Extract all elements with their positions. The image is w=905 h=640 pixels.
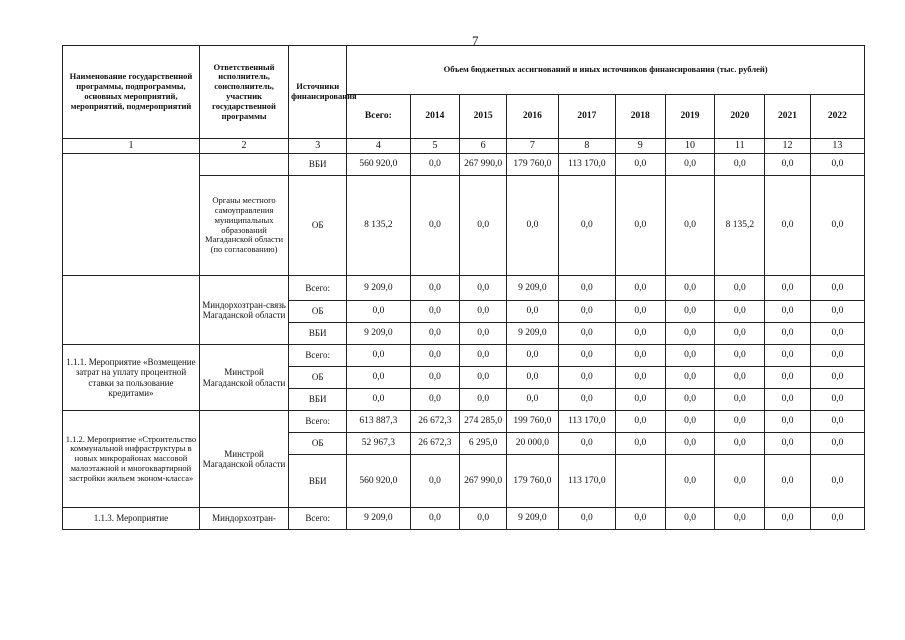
value-cell: 0,0 xyxy=(810,389,864,411)
value-cell: 0,0 xyxy=(665,411,715,433)
value-cell: 0,0 xyxy=(810,367,864,389)
executor-mindor: Миндорхозтран-связь Магаданской области xyxy=(199,276,288,345)
value-cell: 52 967,3 xyxy=(347,433,410,455)
source-cell: ОБ xyxy=(289,176,347,276)
budget-allocation-table xyxy=(62,45,865,530)
value-cell: 199 760,0 xyxy=(506,411,558,433)
value-cell: 9 209,0 xyxy=(506,276,558,301)
header-year: 2022 xyxy=(810,95,864,139)
value-cell: 0,0 xyxy=(665,455,715,508)
measure-name-empty xyxy=(63,154,200,276)
value-cell: 0,0 xyxy=(810,176,864,276)
value-cell: 0,0 xyxy=(765,367,811,389)
value-cell: 0,0 xyxy=(765,301,811,323)
value-cell: 0,0 xyxy=(665,345,715,367)
value-cell: 0,0 xyxy=(715,433,765,455)
header-name: Наименование государственной программы, подпрограммы, основных мероприятий, мероприятий, подмероприятий xyxy=(63,46,200,139)
value-cell: 0,0 xyxy=(460,176,507,276)
value-cell: 0,0 xyxy=(765,433,811,455)
table-row xyxy=(63,411,865,433)
value-cell: 0,0 xyxy=(410,323,460,345)
value-cell: 0,0 xyxy=(558,345,615,367)
column-index: 5 xyxy=(410,139,460,154)
header-year: 2016 xyxy=(506,95,558,139)
value-cell: 0,0 xyxy=(765,411,811,433)
value-cell: 0,0 xyxy=(665,154,715,176)
value-cell: 0,0 xyxy=(810,433,864,455)
value-cell: 0,0 xyxy=(810,345,864,367)
measure-1-1-1: 1.1.1. Мероприятие «Возмещение затрат на уплату процентной ставки за пользование кредитами» xyxy=(63,345,200,411)
value-cell: 0,0 xyxy=(615,345,665,367)
value-cell: 0,0 xyxy=(715,301,765,323)
value-cell: 0,0 xyxy=(665,301,715,323)
value-cell: 0,0 xyxy=(615,154,665,176)
source-cell: Всего: xyxy=(289,276,347,301)
value-cell: 113 170,0 xyxy=(558,455,615,508)
value-cell: 0,0 xyxy=(715,154,765,176)
value-cell: 0,0 xyxy=(615,367,665,389)
executor-local-authorities: Органы местного самоуправления муниципальных образований Магаданской области (по согласованию) xyxy=(199,176,288,276)
column-index: 8 xyxy=(558,139,615,154)
value-cell: 0,0 xyxy=(460,276,507,301)
value-cell: 9 209,0 xyxy=(506,323,558,345)
column-index: 10 xyxy=(665,139,715,154)
value-cell: 179 760,0 xyxy=(506,154,558,176)
value-cell: 0,0 xyxy=(460,389,507,411)
value-cell: 0,0 xyxy=(765,508,811,530)
header-source: Источники финансирования xyxy=(289,46,347,139)
value-cell: 274 285,0 xyxy=(460,411,507,433)
header-year: 2019 xyxy=(665,95,715,139)
value-cell: 0,0 xyxy=(506,389,558,411)
value-cell: 26 672,3 xyxy=(410,433,460,455)
header-total: Всего: xyxy=(347,95,410,139)
value-cell: 0,0 xyxy=(810,276,864,301)
value-cell: 0,0 xyxy=(715,323,765,345)
value-cell: 0,0 xyxy=(347,389,410,411)
value-cell: 0,0 xyxy=(558,389,615,411)
header-volume: Объем бюджетных ассигнований и иных источников финансирования (тыс. рублей) xyxy=(347,46,865,95)
column-index: 7 xyxy=(506,139,558,154)
value-cell: 0,0 xyxy=(506,301,558,323)
value-cell: 560 920,0 xyxy=(347,154,410,176)
value-cell: 0,0 xyxy=(347,345,410,367)
value-cell: 0,0 xyxy=(665,389,715,411)
value-cell: 613 887,3 xyxy=(347,411,410,433)
value-cell: 0,0 xyxy=(558,433,615,455)
source-cell: ОБ xyxy=(289,367,347,389)
measure-1-1-3: 1.1.3. Мероприятие xyxy=(63,508,200,530)
executor-name-empty xyxy=(199,154,288,176)
value-cell: 0,0 xyxy=(347,301,410,323)
value-cell: 0,0 xyxy=(765,176,811,276)
value-cell: 0,0 xyxy=(665,323,715,345)
value-cell: 0,0 xyxy=(410,367,460,389)
value-cell: 560 920,0 xyxy=(347,455,410,508)
value-cell: 0,0 xyxy=(347,367,410,389)
value-cell: 0,0 xyxy=(506,345,558,367)
value-cell: 0,0 xyxy=(765,455,811,508)
header-executor: Ответственный исполнитель, соисполнитель, участник государственной программы xyxy=(199,46,288,139)
column-index: 1 xyxy=(63,139,200,154)
source-cell: ВБИ xyxy=(289,389,347,411)
value-cell: 8 135,2 xyxy=(715,176,765,276)
value-cell: 0,0 xyxy=(558,301,615,323)
source-cell: Всего: xyxy=(289,345,347,367)
page-number: 7 xyxy=(472,33,479,48)
value-cell: 0,0 xyxy=(410,276,460,301)
value-cell: 0,0 xyxy=(665,433,715,455)
header-year: 2020 xyxy=(715,95,765,139)
value-cell: 0,0 xyxy=(558,367,615,389)
source-cell: Всего: xyxy=(289,508,347,530)
value-cell: 0,0 xyxy=(410,301,460,323)
table-row xyxy=(63,508,865,530)
value-cell: 0,0 xyxy=(410,455,460,508)
value-cell: 0,0 xyxy=(765,345,811,367)
value-cell: 0,0 xyxy=(615,276,665,301)
value-cell: 0,0 xyxy=(765,389,811,411)
source-cell: ОБ xyxy=(289,301,347,323)
value-cell: 0,0 xyxy=(715,345,765,367)
value-cell: 0,0 xyxy=(410,389,460,411)
value-cell: 6 295,0 xyxy=(460,433,507,455)
value-cell: 26 672,3 xyxy=(410,411,460,433)
value-cell: 0,0 xyxy=(460,301,507,323)
value-cell: 0,0 xyxy=(506,176,558,276)
header-year: 2018 xyxy=(615,95,665,139)
value-cell: 0,0 xyxy=(665,367,715,389)
source-cell: ВБИ xyxy=(289,455,347,508)
measure-1-1-2: 1.1.2. Мероприятие «Строительство коммунальной инфраструктуры в новых микрорайонах массовой малоэтажной и многоквартирной застройки жильем эконом-класса» xyxy=(63,411,200,508)
value-cell: 0,0 xyxy=(665,176,715,276)
value-cell: 0,0 xyxy=(558,323,615,345)
value-cell: 20 000,0 xyxy=(506,433,558,455)
source-cell: ВБИ xyxy=(289,323,347,345)
column-index: 13 xyxy=(810,139,864,154)
table-row xyxy=(63,154,865,176)
value-cell: 0,0 xyxy=(615,301,665,323)
executor-minstroy: Минстрой Магаданской области xyxy=(199,411,288,508)
measure-name-empty xyxy=(63,276,200,345)
header-year: 2017 xyxy=(558,95,615,139)
value-cell: 0,0 xyxy=(558,176,615,276)
value-cell: 9 209,0 xyxy=(506,508,558,530)
column-index: 3 xyxy=(289,139,347,154)
value-cell: 0,0 xyxy=(460,323,507,345)
value-cell: 267 990,0 xyxy=(460,154,507,176)
table-row xyxy=(63,276,865,301)
value-cell: 0,0 xyxy=(410,154,460,176)
value-cell: 0,0 xyxy=(715,367,765,389)
column-index: 2 xyxy=(199,139,288,154)
value-cell: 0,0 xyxy=(765,276,811,301)
value-cell: 0,0 xyxy=(558,508,615,530)
value-cell: 267 990,0 xyxy=(460,455,507,508)
value-cell: 0,0 xyxy=(810,455,864,508)
header-year: 2015 xyxy=(460,95,507,139)
value-cell: 113 170,0 xyxy=(558,411,615,433)
column-index: 4 xyxy=(347,139,410,154)
value-cell: 0,0 xyxy=(715,389,765,411)
value-cell: 0,0 xyxy=(460,508,507,530)
column-index: 12 xyxy=(765,139,811,154)
column-index: 11 xyxy=(715,139,765,154)
value-cell: 0,0 xyxy=(460,345,507,367)
column-index: 6 xyxy=(460,139,507,154)
value-cell: 0,0 xyxy=(615,323,665,345)
value-cell: 0,0 xyxy=(765,154,811,176)
header-year: 2021 xyxy=(765,95,811,139)
value-cell: 179 760,0 xyxy=(506,455,558,508)
value-cell: 0,0 xyxy=(410,345,460,367)
value-cell: 0,0 xyxy=(615,176,665,276)
value-cell: 0,0 xyxy=(765,323,811,345)
value-cell: 0,0 xyxy=(810,323,864,345)
value-cell: 9 209,0 xyxy=(347,323,410,345)
value-cell: 0,0 xyxy=(615,389,665,411)
source-cell: Всего: xyxy=(289,411,347,433)
value-cell: 0,0 xyxy=(665,276,715,301)
value-cell: 0,0 xyxy=(715,455,765,508)
value-cell: 0,0 xyxy=(715,276,765,301)
value-cell: 0,0 xyxy=(715,411,765,433)
value-cell: 0,0 xyxy=(810,508,864,530)
value-cell: 0,0 xyxy=(558,276,615,301)
value-cell: 8 135,2 xyxy=(347,176,410,276)
value-cell: 0,0 xyxy=(615,433,665,455)
value-cell: 0,0 xyxy=(506,367,558,389)
value-cell: 0,0 xyxy=(460,367,507,389)
header-year: 2014 xyxy=(410,95,460,139)
value-cell: 0,0 xyxy=(615,508,665,530)
column-index: 9 xyxy=(615,139,665,154)
value-cell xyxy=(615,455,665,508)
executor-mindor: Миндорхозтран- xyxy=(199,508,288,530)
source-cell: ОБ xyxy=(289,433,347,455)
source-cell: ВБИ xyxy=(289,154,347,176)
executor-minstroy: Минстрой Магаданской области xyxy=(199,345,288,411)
value-cell: 0,0 xyxy=(615,411,665,433)
table-row xyxy=(63,345,865,367)
value-cell: 0,0 xyxy=(410,508,460,530)
value-cell: 0,0 xyxy=(810,411,864,433)
value-cell: 0,0 xyxy=(715,508,765,530)
value-cell: 0,0 xyxy=(810,154,864,176)
value-cell: 0,0 xyxy=(810,301,864,323)
value-cell: 9 209,0 xyxy=(347,508,410,530)
value-cell: 0,0 xyxy=(665,508,715,530)
value-cell: 0,0 xyxy=(410,176,460,276)
value-cell: 9 209,0 xyxy=(347,276,410,301)
value-cell: 113 170,0 xyxy=(558,154,615,176)
